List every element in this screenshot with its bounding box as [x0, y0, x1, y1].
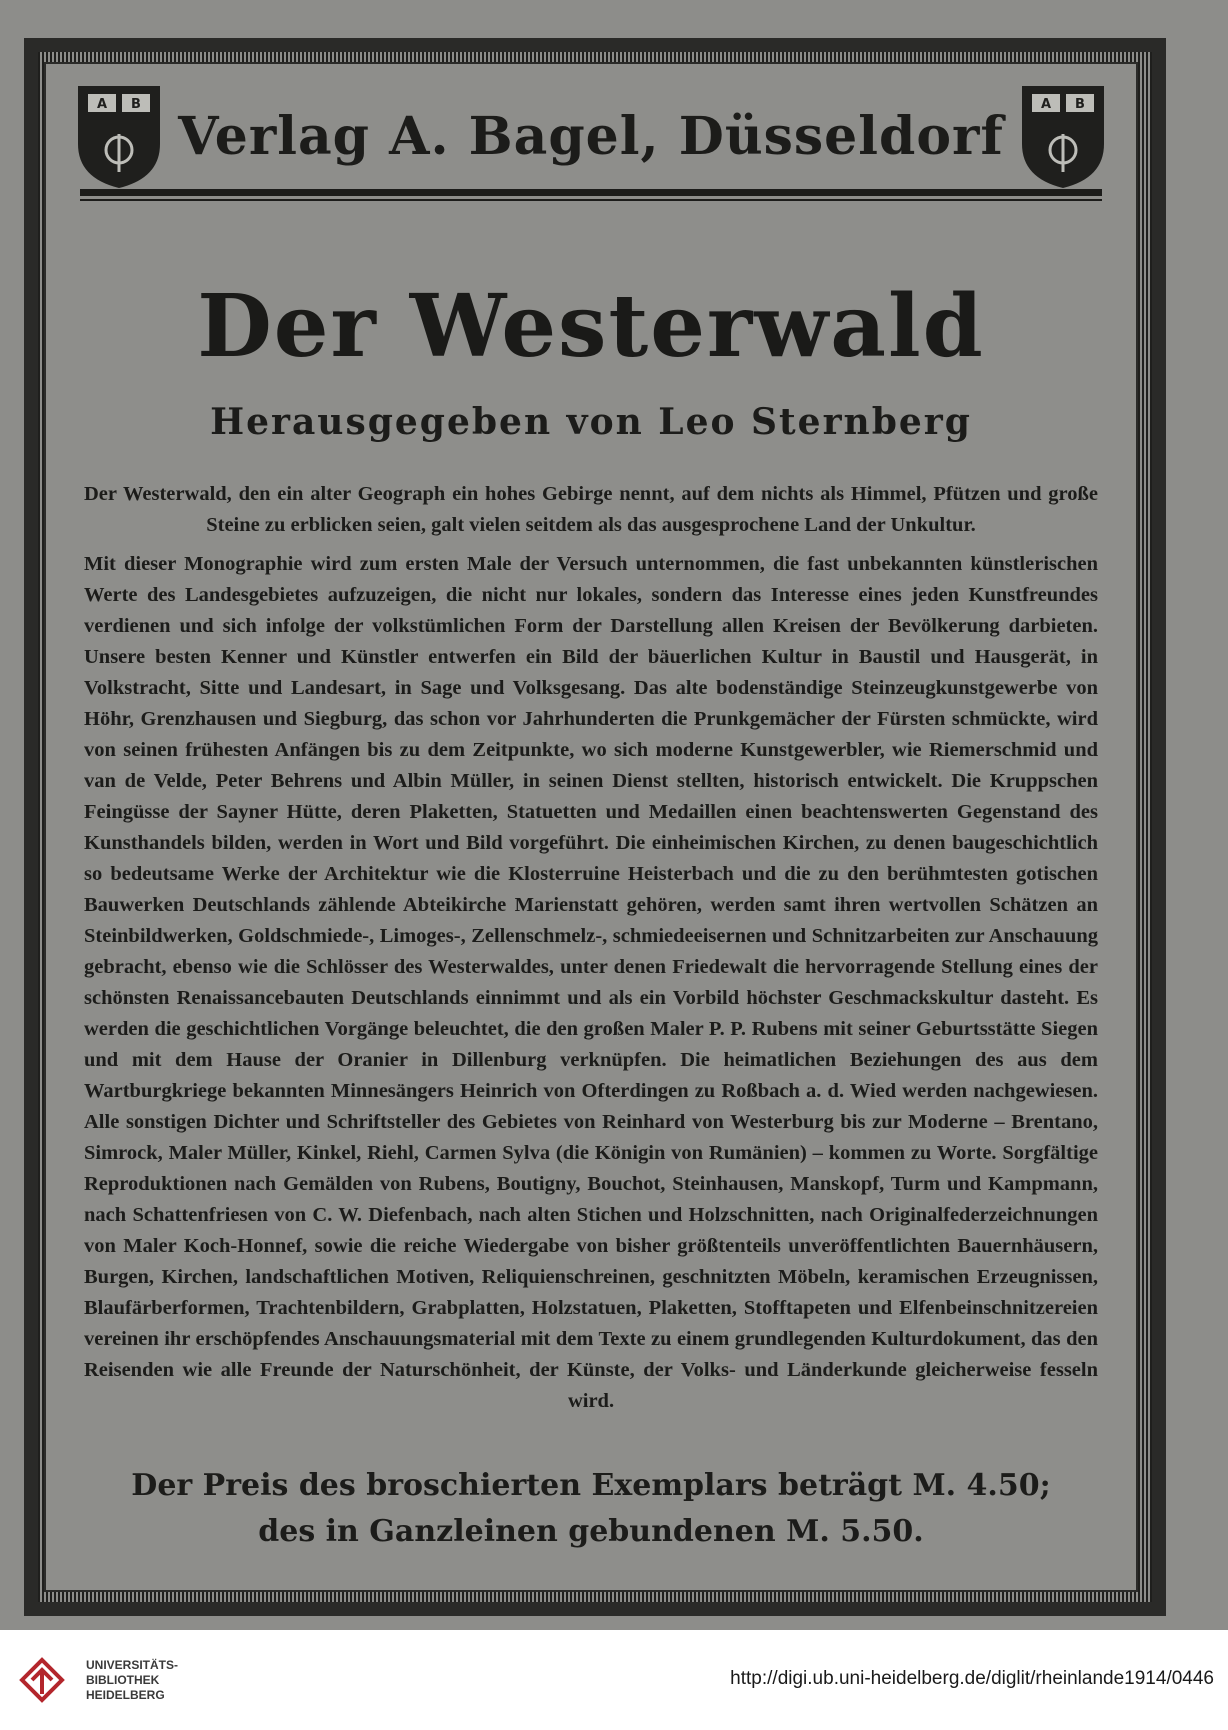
publisher-heading: Verlag A. Bagel, Düsseldorf — [178, 106, 1004, 167]
svg-text:B: B — [131, 97, 141, 112]
source-url-link[interactable]: http://digi.ub.uni-heidelberg.de/diglit/rheinlande1914/0446 — [730, 1668, 1214, 1689]
library-name-line-1: UNIVERSITÄTS- — [86, 1658, 179, 1672]
book-subtitle: Herausgegeben von Leo Sternberg — [210, 401, 972, 443]
header-divider — [80, 189, 1102, 196]
svg-text:A: A — [96, 97, 108, 112]
svg-text:A: A — [1040, 97, 1052, 112]
intro-paragraph: Der Westerwald, den ein alter Geograph ein hohes Gebirge nennt, auf dem nichts als Himmel, Pfützen und große Steine zu erblicken seien, galt vielen seitdem als das ausgesprochene Land der Unkultur. — [84, 483, 1098, 536]
library-name — [86, 1658, 178, 1703]
price-line-hardcover: des in Ganzleinen gebundenen M. 5.50. — [258, 1514, 924, 1549]
library-name-line-3: HEIDELBERG — [86, 1688, 165, 1702]
book-title: Der Westerwald — [197, 276, 985, 377]
price-line-paperback: Der Preis des broschierten Exemplars beträgt M. 4.50; — [131, 1468, 1051, 1503]
description-paragraph: Mit dieser Monographie wird zum ersten Male der Versuch unternommen, die fast unbekannten künstlerischen Werte des Landesgebietes aufzuzeigen, die nicht nur lokales, sondern das Interesse eines jeden Kunstfreundes verdienen und sich infolge der volkstümlichen Form der Darstellung allen Kreisen der Bevölkerung darbieten. Unsere besten Kenner und Künstler entwerfen ein Bild der bäuerlichen Kultur in Baustil und Hausgerät, in Volkstracht, Sitte und Landesart, in Sage und Volksgesang. Das alte bodenständige Steinzeugkunstgewerbe von Höhr, Grenzhausen und Siegburg, das schon vor Jahrhunderten die Prunkgemächer der Fürsten schmückte, wird von seinen frühesten Anfängen bis zu dem Zeitpunkte, wo sich moderne Kunstgewerbler, wie Riemerschmid und van de Velde, Peter Behrens und Albin Müller, in seinen Dienst stellten, historisch entwickelt. Die Kruppschen Feingüsse der Sayner Hütte, deren Plaketten, Statuetten und Medaillen einen beachtenswerten Gegenstand des Kunsthandels bilden, werden in Wort und Bild vorgeführt. Die einheimischen Kirchen, zu denen baugeschichtlich so bedeutsame Werke der Architektur wie die Klosterruine Heisterbach und die zu den berühmtesten gotischen Bauwerken Deutschlands zählende Abteikirche Marienstatt gehören, werden samt ihren wertvollen Schätzen an Steinbildwerken, Goldschmiede-, Limoges-, Zellenschmelz-, schmiedeeisernen und Schnitzarbeiten zur Anschauung gebracht, ebenso wie die Schlösser des Westerwaldes, unter denen Friedewalt die hervorragende Stellung eines der schönsten Renaissancebauten Deutschlands einnimmt und als ein Vorbild höchster Geschmackskultur dasteht. Es werden die geschichtlichen Vorgänge beleuchtet, die den großen Maler P. P. Rubens mit seiner Geburtsstätte Siegen und mit dem Hause der Oranier in Dillenburg verknüpfen. Die heimatlichen Beziehungen des aus dem Wartburgkriege bekannten Minnesängers Heinrich von Ofterdingen zu Roßbach a. d. Wied werden nachgewiesen. Alle sonstigen Dichter und Schriftsteller des Gebietes von Reinhard von Westerburg bis zur Moderne – Brentano, Simrock, Maler Müller, Kinkel, Riehl, Carmen Sylva (die Königin von Rumänien) – kommen zu Worte. Sorgfältige Reproduktionen nach Gemälden von Rubens, Boutigny, Bouchot, Steinhausen, Manskopf, Turm und Kampmann, nach Schattenfriesen von C. W. Diefenbach, nach alten Stichen und Holzschnitten, nach Originalfederzeichnungen von Maler Koch-Honnef, sowie die reiche Wiedergabe von bisher größtenteils unveröffentlichten Bauernhäusern, Burgen, Kirchen, landschaftlichen Motiven, Reliquienschreinen, geschnitzten Möbeln, keramischen Erzeugnissen, Blaufärberformen, Trachtenbildern, Grabplatten, Holzstatuen, Plaketten, Stofftapeten und Elfenbeinschnitzereien vereinen ihr erschöpfendes Anschauungsmaterial mit dem Texte zu einem grundlegenden Kulturdokument, das den Reisenden wie alle Freunde der Naturschönheit, der Künste, der Volks- und Länderkunde gleicherweise fesseln wird. — [84, 553, 1098, 1412]
library-footer — [0, 1630, 1228, 1730]
page-panel — [46, 64, 1136, 1590]
svg-text:B: B — [1075, 97, 1085, 112]
library-name-line-2: BIBLIOTHEK — [86, 1673, 160, 1687]
library-logo-icon — [16, 1654, 68, 1706]
price-notice — [80, 1463, 1102, 1555]
